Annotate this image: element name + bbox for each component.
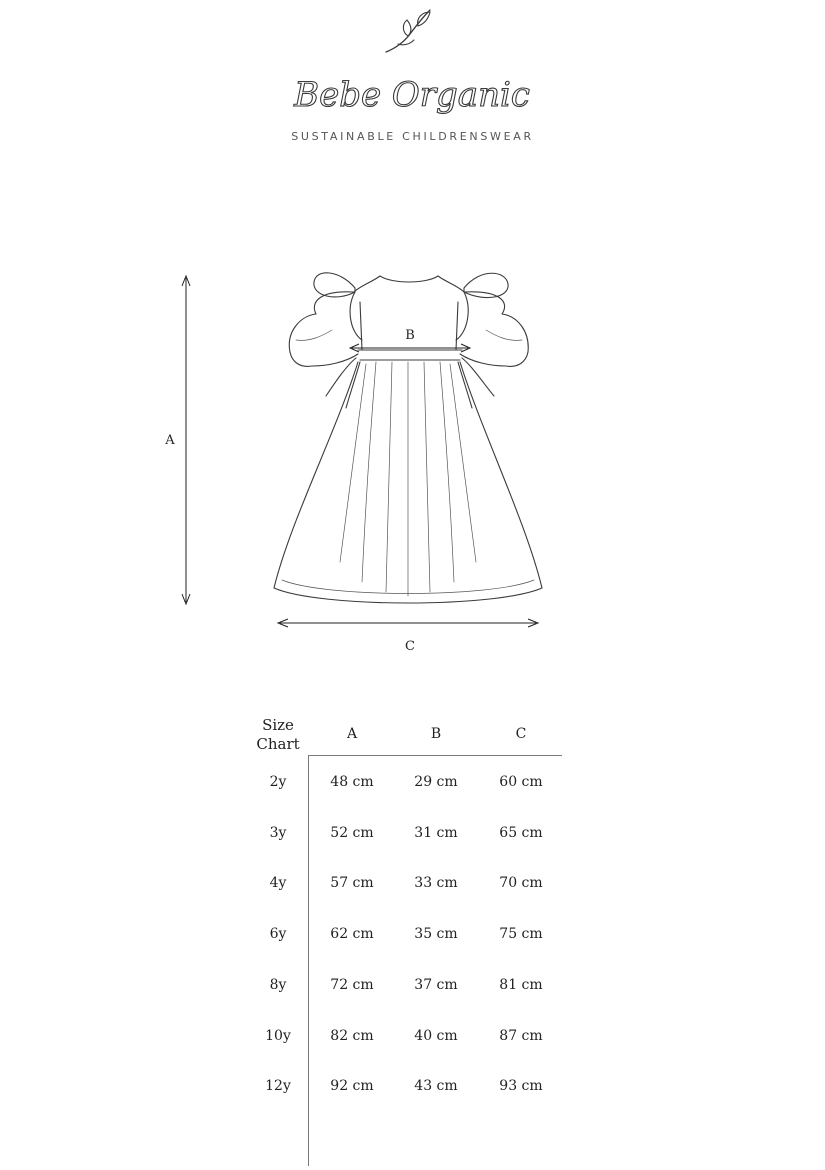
cell-c: 87 cm xyxy=(499,1027,543,1044)
row-size-label: 3y xyxy=(269,824,287,841)
cell-a: 57 cm xyxy=(330,875,374,892)
cell-c: 65 cm xyxy=(499,824,543,841)
brand-tagline: SUSTAINABLE CHILDRENSWEAR xyxy=(291,130,534,143)
size-column-divider xyxy=(308,756,309,1166)
cell-a: 62 cm xyxy=(330,926,374,943)
column-header-a: A xyxy=(346,726,358,742)
cell-b: 40 cm xyxy=(414,1027,458,1044)
size-chart-corner xyxy=(248,716,308,754)
cell-b: 29 cm xyxy=(414,774,458,790)
svg-text:Bebe Organic: Bebe Organic xyxy=(294,75,530,115)
cell-b: 43 cm xyxy=(414,1078,458,1095)
dimension-a xyxy=(182,276,190,604)
corner-line-1: Size xyxy=(262,716,294,734)
corner-line-2: Chart xyxy=(256,735,300,753)
cell-a: 82 cm xyxy=(330,1027,374,1044)
cell-c: 70 cm xyxy=(499,875,543,892)
size-chart-table xyxy=(248,708,568,1128)
row-size-label: 6y xyxy=(269,926,287,943)
cell-a: 52 cm xyxy=(330,824,374,841)
dress-measurement-diagram xyxy=(150,262,580,662)
cell-b: 31 cm xyxy=(414,824,458,841)
row-size-label: 12y xyxy=(265,1078,291,1095)
cell-b: 33 cm xyxy=(414,875,458,892)
cell-c: 75 cm xyxy=(499,926,543,943)
dimension-c xyxy=(278,619,538,627)
cell-c: 93 cm xyxy=(499,1078,543,1095)
cell-b: 35 cm xyxy=(414,926,458,943)
brand-name xyxy=(270,70,555,120)
row-size-label: 10y xyxy=(265,1027,291,1044)
row-size-label: 4y xyxy=(269,875,287,892)
leaf-sprig-icon xyxy=(380,4,442,60)
dimension-a-label: A xyxy=(165,433,175,448)
header-divider xyxy=(308,755,562,756)
row-size-label: 2y xyxy=(269,774,287,790)
dimension-c-label: C xyxy=(405,639,415,654)
puff-sleeve-dress-icon xyxy=(274,273,542,603)
cell-c: 60 cm xyxy=(499,774,543,790)
row-size-label: 8y xyxy=(269,976,287,993)
cell-c: 81 cm xyxy=(499,976,543,993)
cell-b: 37 cm xyxy=(414,976,458,993)
dimension-b-label: B xyxy=(405,328,415,343)
cell-a: 72 cm xyxy=(330,976,374,993)
cell-a: 92 cm xyxy=(330,1078,374,1095)
cell-a: 48 cm xyxy=(330,774,374,790)
column-header-c: C xyxy=(515,726,527,742)
column-header-b: B xyxy=(430,726,442,742)
